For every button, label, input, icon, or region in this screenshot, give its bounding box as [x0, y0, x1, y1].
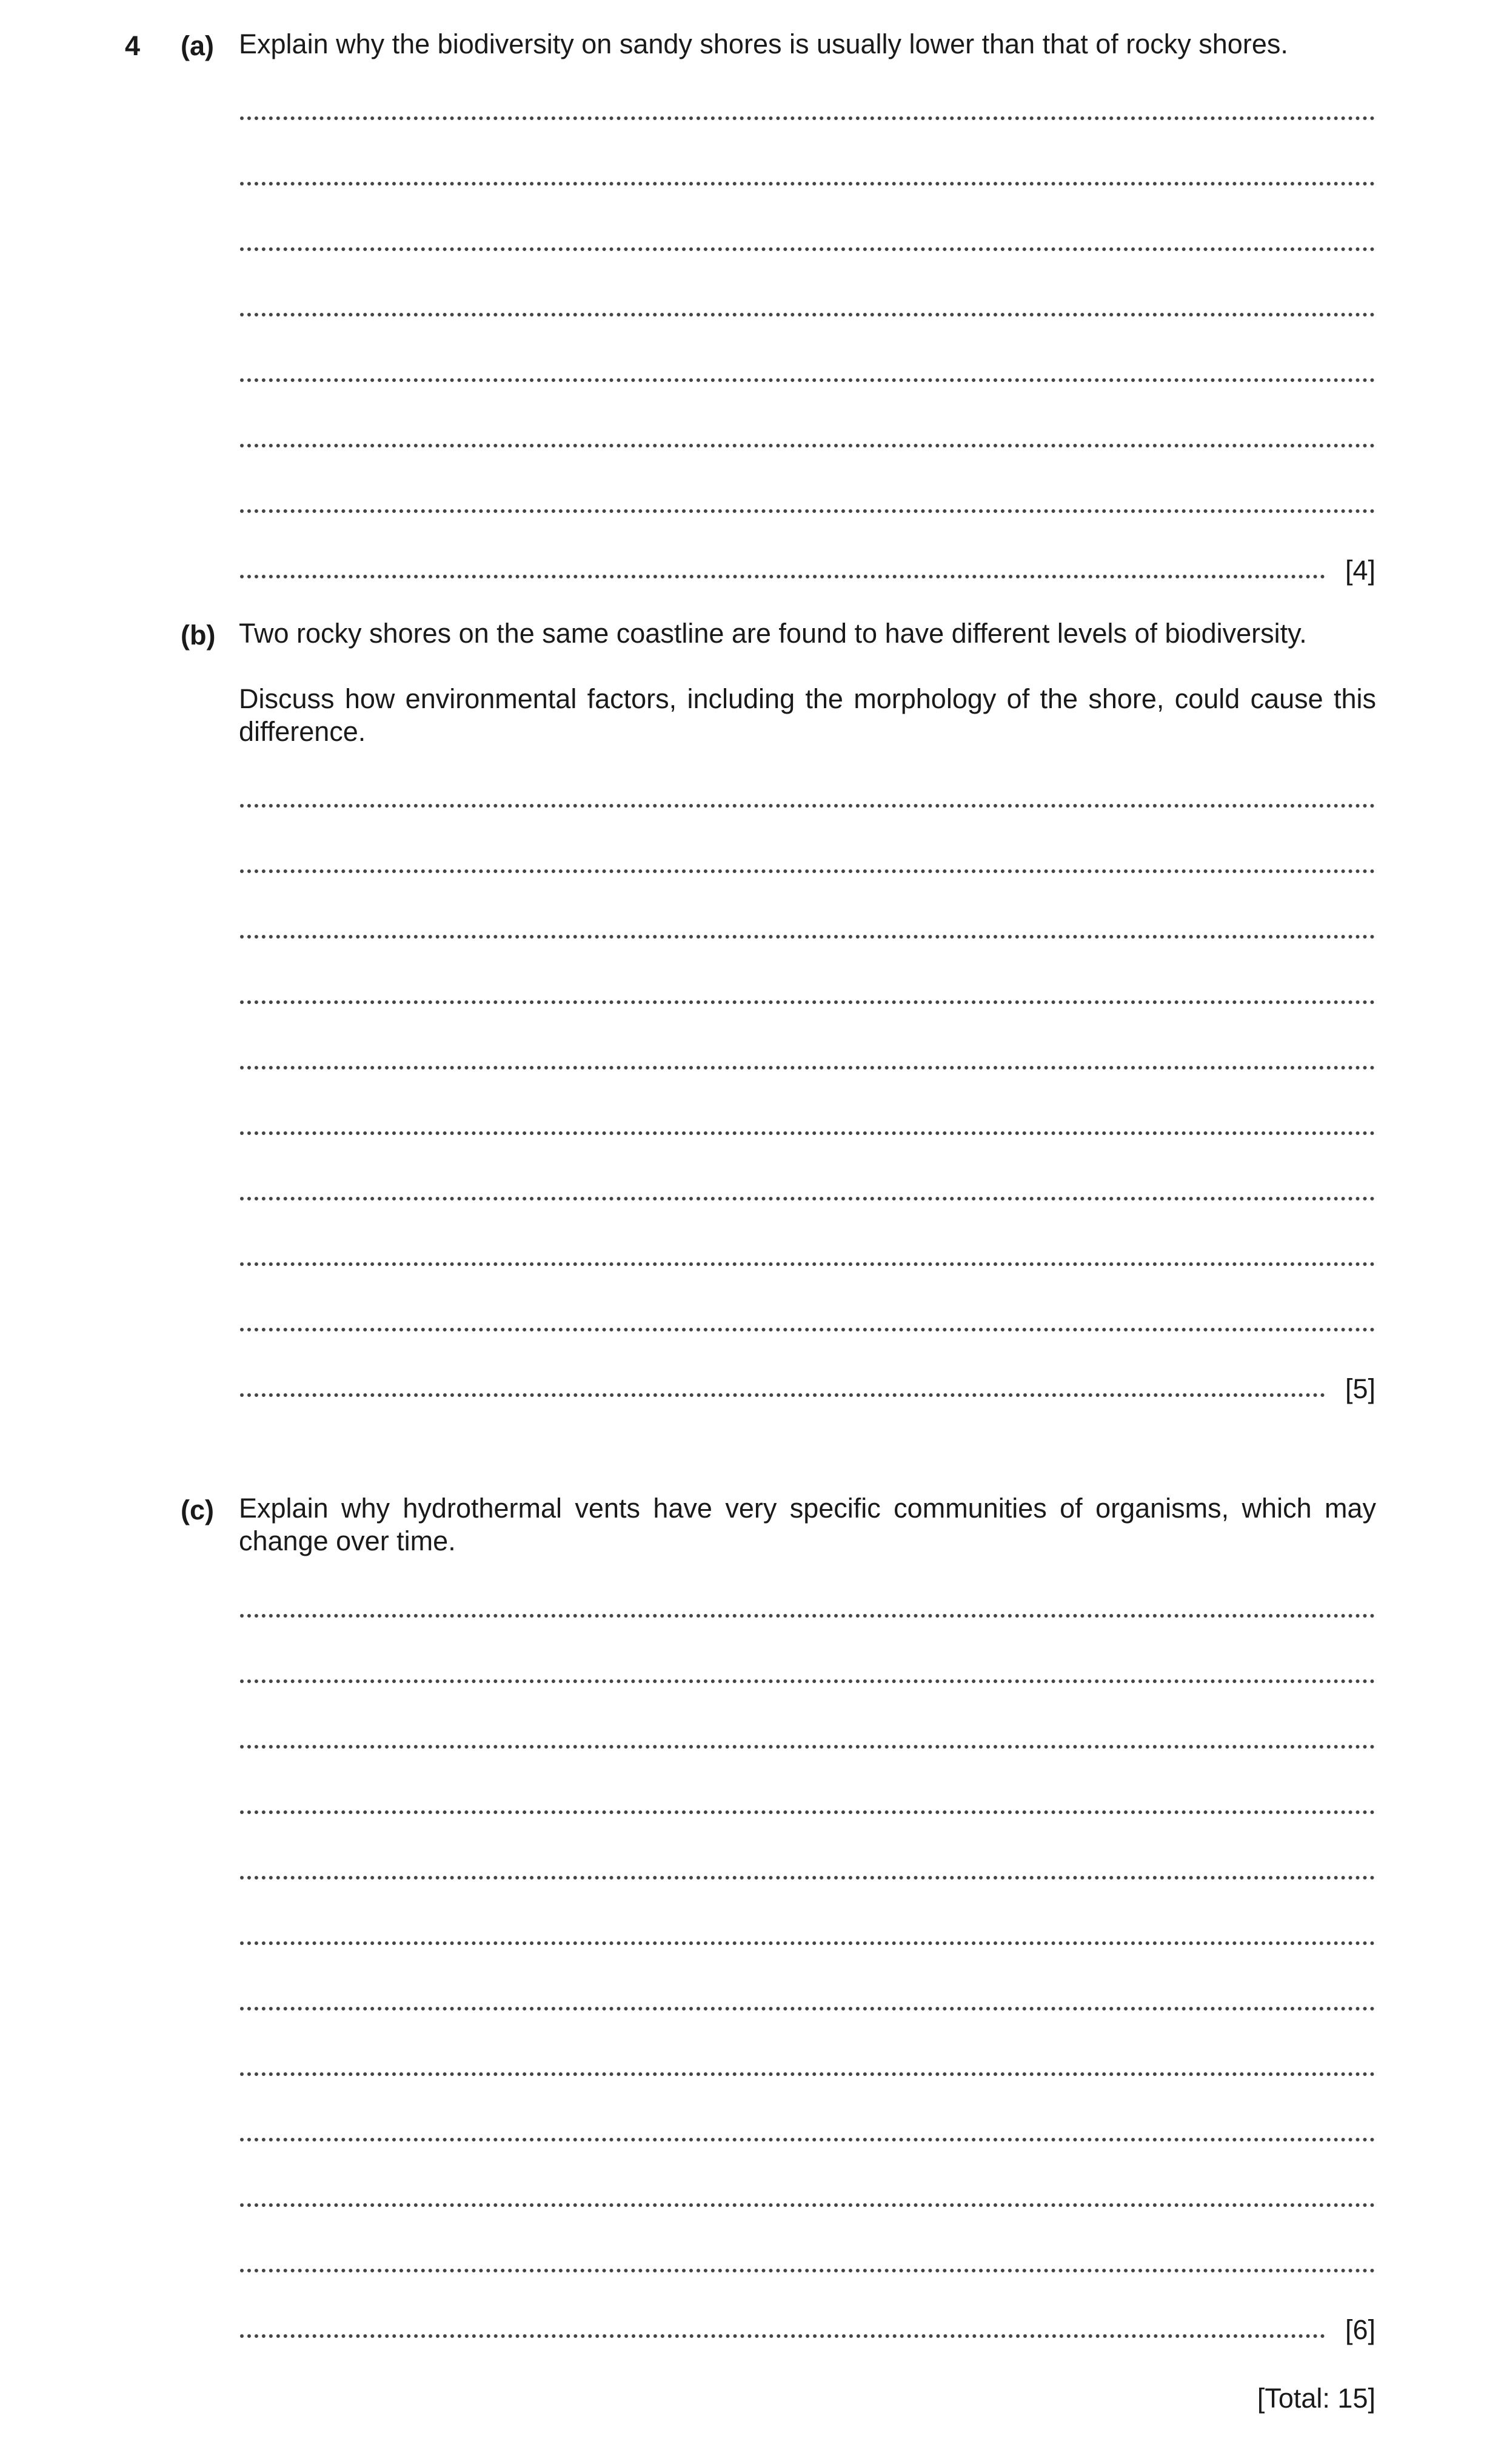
- answer-line[interactable]: [240, 2007, 1375, 2010]
- answer-line[interactable]: [240, 2072, 1375, 2076]
- part-c-label: (c): [181, 1495, 214, 1525]
- answer-line[interactable]: [240, 1393, 1325, 1397]
- answer-line[interactable]: [240, 182, 1375, 186]
- part-c-marks: [6]: [1345, 2314, 1375, 2345]
- answer-line[interactable]: [240, 1614, 1375, 1618]
- answer-line[interactable]: [240, 1262, 1375, 1266]
- part-a-marks: [4]: [1345, 555, 1375, 586]
- answer-line[interactable]: [240, 1328, 1375, 1331]
- answer-line[interactable]: [240, 1876, 1375, 1880]
- part-b-question-instruction: Discuss how environmental factors, including the morphology of the shore, could cause this difference.: [239, 683, 1376, 747]
- answer-line[interactable]: [240, 2269, 1375, 2272]
- answer-line[interactable]: [240, 869, 1375, 873]
- answer-line[interactable]: [240, 1066, 1375, 1070]
- answer-line[interactable]: [240, 1745, 1375, 1749]
- answer-line[interactable]: [240, 1941, 1375, 1945]
- answer-line[interactable]: [240, 1679, 1375, 1683]
- total-marks: [Total: 15]: [1257, 2383, 1375, 2414]
- answer-line[interactable]: [240, 313, 1375, 316]
- answer-line[interactable]: [240, 247, 1375, 251]
- answer-line[interactable]: [240, 1131, 1375, 1135]
- part-b-marks: [5]: [1345, 1373, 1375, 1404]
- question-number: 4: [125, 30, 141, 61]
- answer-line[interactable]: [240, 1810, 1375, 1814]
- answer-line[interactable]: [240, 1197, 1375, 1200]
- answer-line[interactable]: [240, 2334, 1325, 2338]
- part-c-question-text: Explain why hydrothermal vents have very specific communities of organisms, which may change over time.: [239, 1493, 1376, 1556]
- answer-line[interactable]: [240, 509, 1375, 513]
- answer-line[interactable]: [240, 575, 1325, 578]
- answer-line[interactable]: [240, 2203, 1375, 2207]
- answer-line[interactable]: [240, 2138, 1375, 2141]
- part-a-label: (a): [181, 30, 214, 61]
- part-a-question-text: Explain why the biodiversity on sandy shores is usually lower than that of rocky shores.: [239, 28, 1288, 59]
- answer-line[interactable]: [240, 935, 1375, 939]
- answer-line[interactable]: [240, 804, 1375, 808]
- part-b-question-text: Two rocky shores on the same coastline are found to have different levels of biodiversity.: [239, 618, 1307, 649]
- part-b-label: (b): [181, 620, 216, 651]
- answer-line[interactable]: [240, 1000, 1375, 1004]
- answer-line[interactable]: [240, 116, 1375, 120]
- answer-line[interactable]: [240, 444, 1375, 447]
- answer-line[interactable]: [240, 378, 1375, 382]
